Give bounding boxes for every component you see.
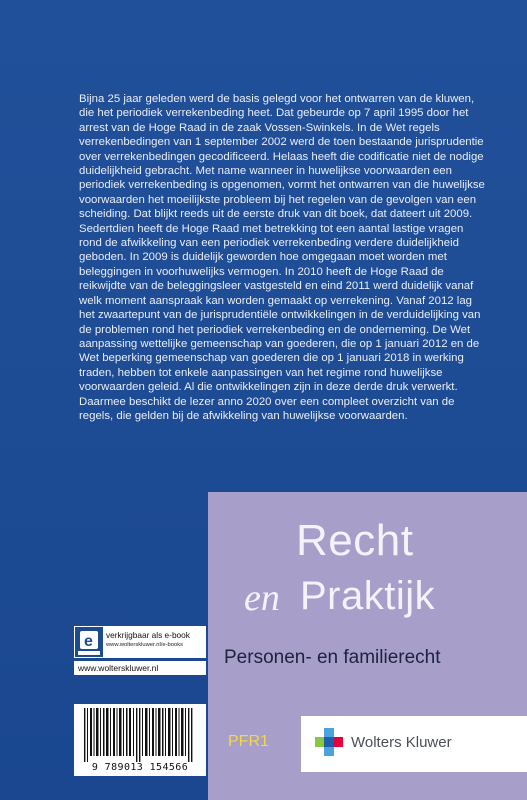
svg-text:e: e xyxy=(84,633,93,650)
barcode-icon xyxy=(80,708,200,762)
publisher-name: Wolters Kluwer xyxy=(351,734,452,751)
back-cover-blurb: Bijna 25 jaar geleden werd de basis gelegd voor het ontwarren van de kluwen, die het periodiek verrekenbeding heet. Dat gebeurde op 7 april 1995 door het arrest van de Hoge Raad in de zaak Vossen-Swinkels. In de Wet regels verrekenbedingen van 1 september 2002 werd de toen bestaande jurisprudentie over verrekenbedingen gecodificeerd. Helaas heeft die codificatie niet de nodige duidelijkheid gebracht. Met name wanneer in huwelijkse voorwaarden een periodiek verrekenbeding is opgenomen, vormt het ontwarren van die huwelijkse voorwaarden het moeilijkste probleem bij het regelen van de gevolgen van een scheiding. Dat blijkt reeds uit de eerste druk van dit boek, dat dateert uit 2009. Sedertdien heeft de Hoge Raad met betrekking tot een aantal lastige vragen rond de afwikkeling van een periodiek verrekenbeding verdere duidelijkheid geboden. In 2009 is duidelijk geworden hoe omgegaan moet worden met beleggingen in voorhuwelijks vermogen. In 2010 heeft de Hoge Raad de reikwijdte van de beleggingsleer vastgesteld en eind 2011 werd duidelijk vanaf welk moment aanspraak kan worden gemaakt op verrekening. Vanaf 2012 lag het zwaartepunt van de jurisprudentiële ontwikkelingen in de verduidelijking van de problemen rond het periodiek verrekenbeding en de onderneming. De Wet aanpassing wettelijke gemeenschap van goederen, die op 1 januari 2012 en de Wet beperking gemeenschap van goederen die op 1 januari 2018 in werking traden, hebben tot enkele aanpassingen van het regime rond huwelijkse voorwaarden geleid. Al die ontwikkelingen zijn in deze derde druk verwerkt. Daarmee beschikt de lezer anno 2020 over een compleet overzicht van de regels, die gelden bij de afwikkeling van huwelijkse voorwaarden. xyxy=(79,93,485,422)
isbn-barcode xyxy=(74,704,206,776)
isbn-number: 9 789013 154566 xyxy=(91,762,189,773)
series-code: PFR1 xyxy=(228,733,269,750)
publisher-website: www.wolterskluwer.nl xyxy=(74,661,206,675)
wolters-kluwer-logo-icon xyxy=(315,728,343,756)
series-title-en: en xyxy=(244,577,280,619)
ebook-badge xyxy=(74,626,206,658)
series-title-recht: Recht xyxy=(296,516,414,565)
publisher-logo-box xyxy=(301,716,527,772)
series-title-praktijk: Praktijk xyxy=(300,574,436,618)
ebook-url: www.wolterskluwer.nl/e-books xyxy=(106,642,183,648)
ebook-label: verkrijgbaar als e-book xyxy=(106,630,190,640)
ebook-icon xyxy=(75,627,103,657)
book-subtitle: Personen- en familierecht xyxy=(224,647,441,668)
